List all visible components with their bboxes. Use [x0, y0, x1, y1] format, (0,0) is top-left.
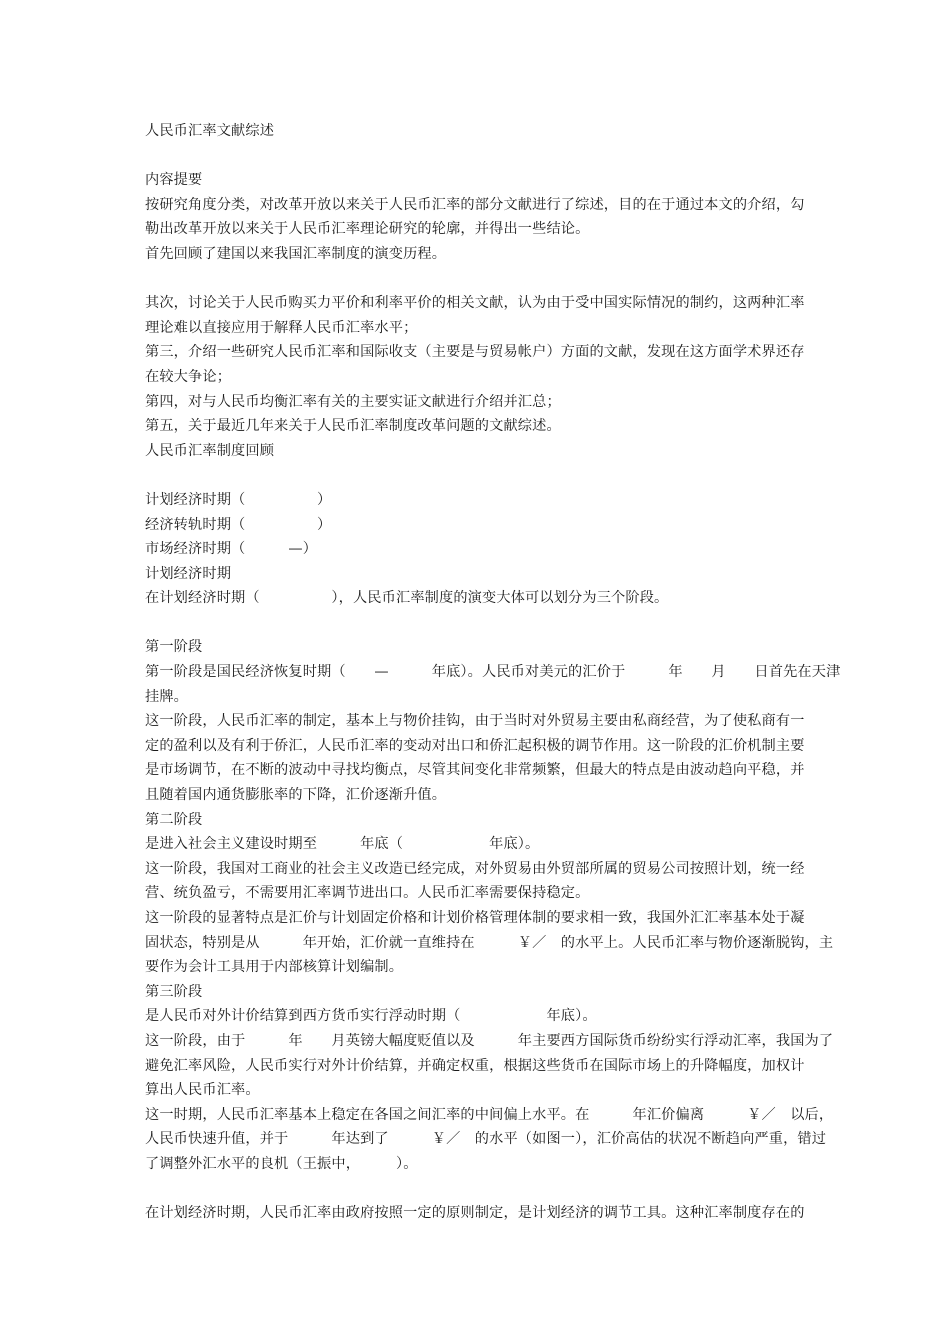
document-body — [145, 119, 841, 1226]
period-line: 计划经济时期（ ） — [145, 491, 332, 508]
paragraph-line: 首先回顾了建国以来我国汇率制度的演变历程。 — [145, 245, 447, 262]
period-line: 计划经济时期 — [145, 565, 232, 582]
spacer — [145, 1177, 815, 1202]
paragraph-line: 算出人民币汇率。 — [145, 1082, 260, 1099]
paragraph-line: 固状态，特别是从 年开始，汇价就一直维持在 ￥／ 的水平上。人民币汇率与物价逐渐脱钩，主 — [145, 934, 834, 951]
abstract-heading: 内容提要 — [145, 172, 203, 189]
spacer — [145, 267, 815, 292]
spacer — [145, 611, 815, 636]
period-line: 市场经济时期（ —） — [145, 541, 318, 558]
paragraph-line: 第四，对与人民币均衡汇率有关的主要实证文献进行介绍并汇总； — [145, 393, 561, 410]
paragraph-line: 是进入社会主义建设时期至 年底（ 年底）。 — [145, 836, 540, 853]
paragraph-line: 在较大争论； — [145, 368, 232, 385]
paragraph-line: 定的盈利以及有利于侨汇，人民币汇率的变动对出口和侨汇起积极的调节作用。这一阶段的汇价机制主要 — [145, 737, 805, 754]
paragraph-line: 是人民币对外计价结算到西方货币实行浮动时期（ 年底）。 — [145, 1008, 597, 1025]
paragraph-line: 避免汇率风险，人民币实行对外计价结算，并确定权重，根据这些货币在国际市场上的升降幅度，加权计 — [145, 1057, 805, 1074]
paragraph-line: 第五，关于最近几年来关于人民币汇率制度改革问题的文献综述。 — [145, 418, 561, 435]
paragraph-line: 按研究角度分类，对改革开放以来关于人民币汇率的部分文献进行了综述，目的在于通过本文的介绍，勾 — [145, 196, 805, 213]
stage3-heading: 第三阶段 — [145, 983, 203, 1000]
paragraph-line: 这一阶段，由于 年 月英镑大幅度贬值以及 年主要西方国际货币纷纷实行浮动汇率，我国为了 — [145, 1032, 834, 1049]
paragraph-line: 且随着国内通货膨胀率的下降，汇价逐渐升值。 — [145, 787, 447, 804]
paragraph-line: 其次，讨论关于人民币购买力平价和利率平价的相关文献，认为由于受中国实际情况的制约，这两种汇率 — [145, 295, 805, 312]
paragraph-line: 要作为会计工具用于内部核算计划编制。 — [145, 959, 404, 976]
stage1-heading: 第一阶段 — [145, 639, 203, 656]
paragraph-line: 这一时期，人民币汇率基本上稳定在各国之间汇率的中间偏上水平。在 年汇价偏离 ￥／ 以后， — [145, 1106, 834, 1123]
paragraph-line: 在计划经济时期，人民币汇率由政府按照一定的原则制定，是计划经济的调节工具。这种汇率制度存在的 — [145, 1205, 805, 1222]
paragraph-line: 了调整外汇水平的良机（王振中， ）。 — [145, 1155, 418, 1172]
paragraph-line: 勒出改革开放以来关于人民币汇率理论研究的轮廓，并得出一些结论。 — [145, 221, 590, 238]
paragraph-line: 这一阶段，我国对工商业的社会主义改造已经完成，对外贸易由外贸部所属的贸易公司按照计划，统一经 — [145, 860, 805, 877]
paragraph-line: 是市场调节，在不断的波动中寻找均衡点，尽管其间变化非常频繁，但最大的特点是由波动趋向平稳，并 — [145, 762, 805, 779]
paragraph-line: 第一阶段是国民经济恢复时期（ — 年底）。人民币对美元的汇价于 年 月 日首先在天津 — [145, 664, 841, 681]
paragraph-line: 理论难以直接应用于解释人民币汇率水平； — [145, 319, 418, 336]
period-line: 在计划经济时期（ ），人民币汇率制度的演变大体可以划分为三个阶段。 — [145, 590, 669, 607]
period-line: 经济转轨时期（ ） — [145, 516, 332, 533]
paragraph-line: 挂牌。 — [145, 688, 189, 705]
paragraph-line: 营、统负盈亏，不需要用汇率调节进出口。人民币汇率需要保持稳定。 — [145, 885, 590, 902]
paragraph-line: 第三，介绍一些研究人民币汇率和国际收支（主要是与贸易帐户）方面的文献，发现在这方面学术界还存 — [145, 344, 805, 361]
paragraph-line: 人民币快速升值，并于 年达到了 ￥／ 的水平（如图一），汇价高估的状况不断趋向严重，错过 — [145, 1131, 827, 1148]
stage2-heading: 第二阶段 — [145, 811, 203, 828]
section-heading-review: 人民币汇率制度回顾 — [145, 442, 275, 459]
document-title: 人民币汇率文献综述 — [145, 123, 275, 139]
paragraph-line: 这一阶段的显著特点是汇价与计划固定价格和计划价格管理体制的要求相一致，我国外汇汇率基本处于凝 — [145, 910, 805, 926]
spacer — [145, 463, 815, 488]
spacer — [145, 144, 815, 169]
paragraph-line: 这一阶段，人民币汇率的制定，基本上与物价挂钩，由于当时对外贸易主要由私商经营，为了使私商有一 — [145, 713, 805, 730]
